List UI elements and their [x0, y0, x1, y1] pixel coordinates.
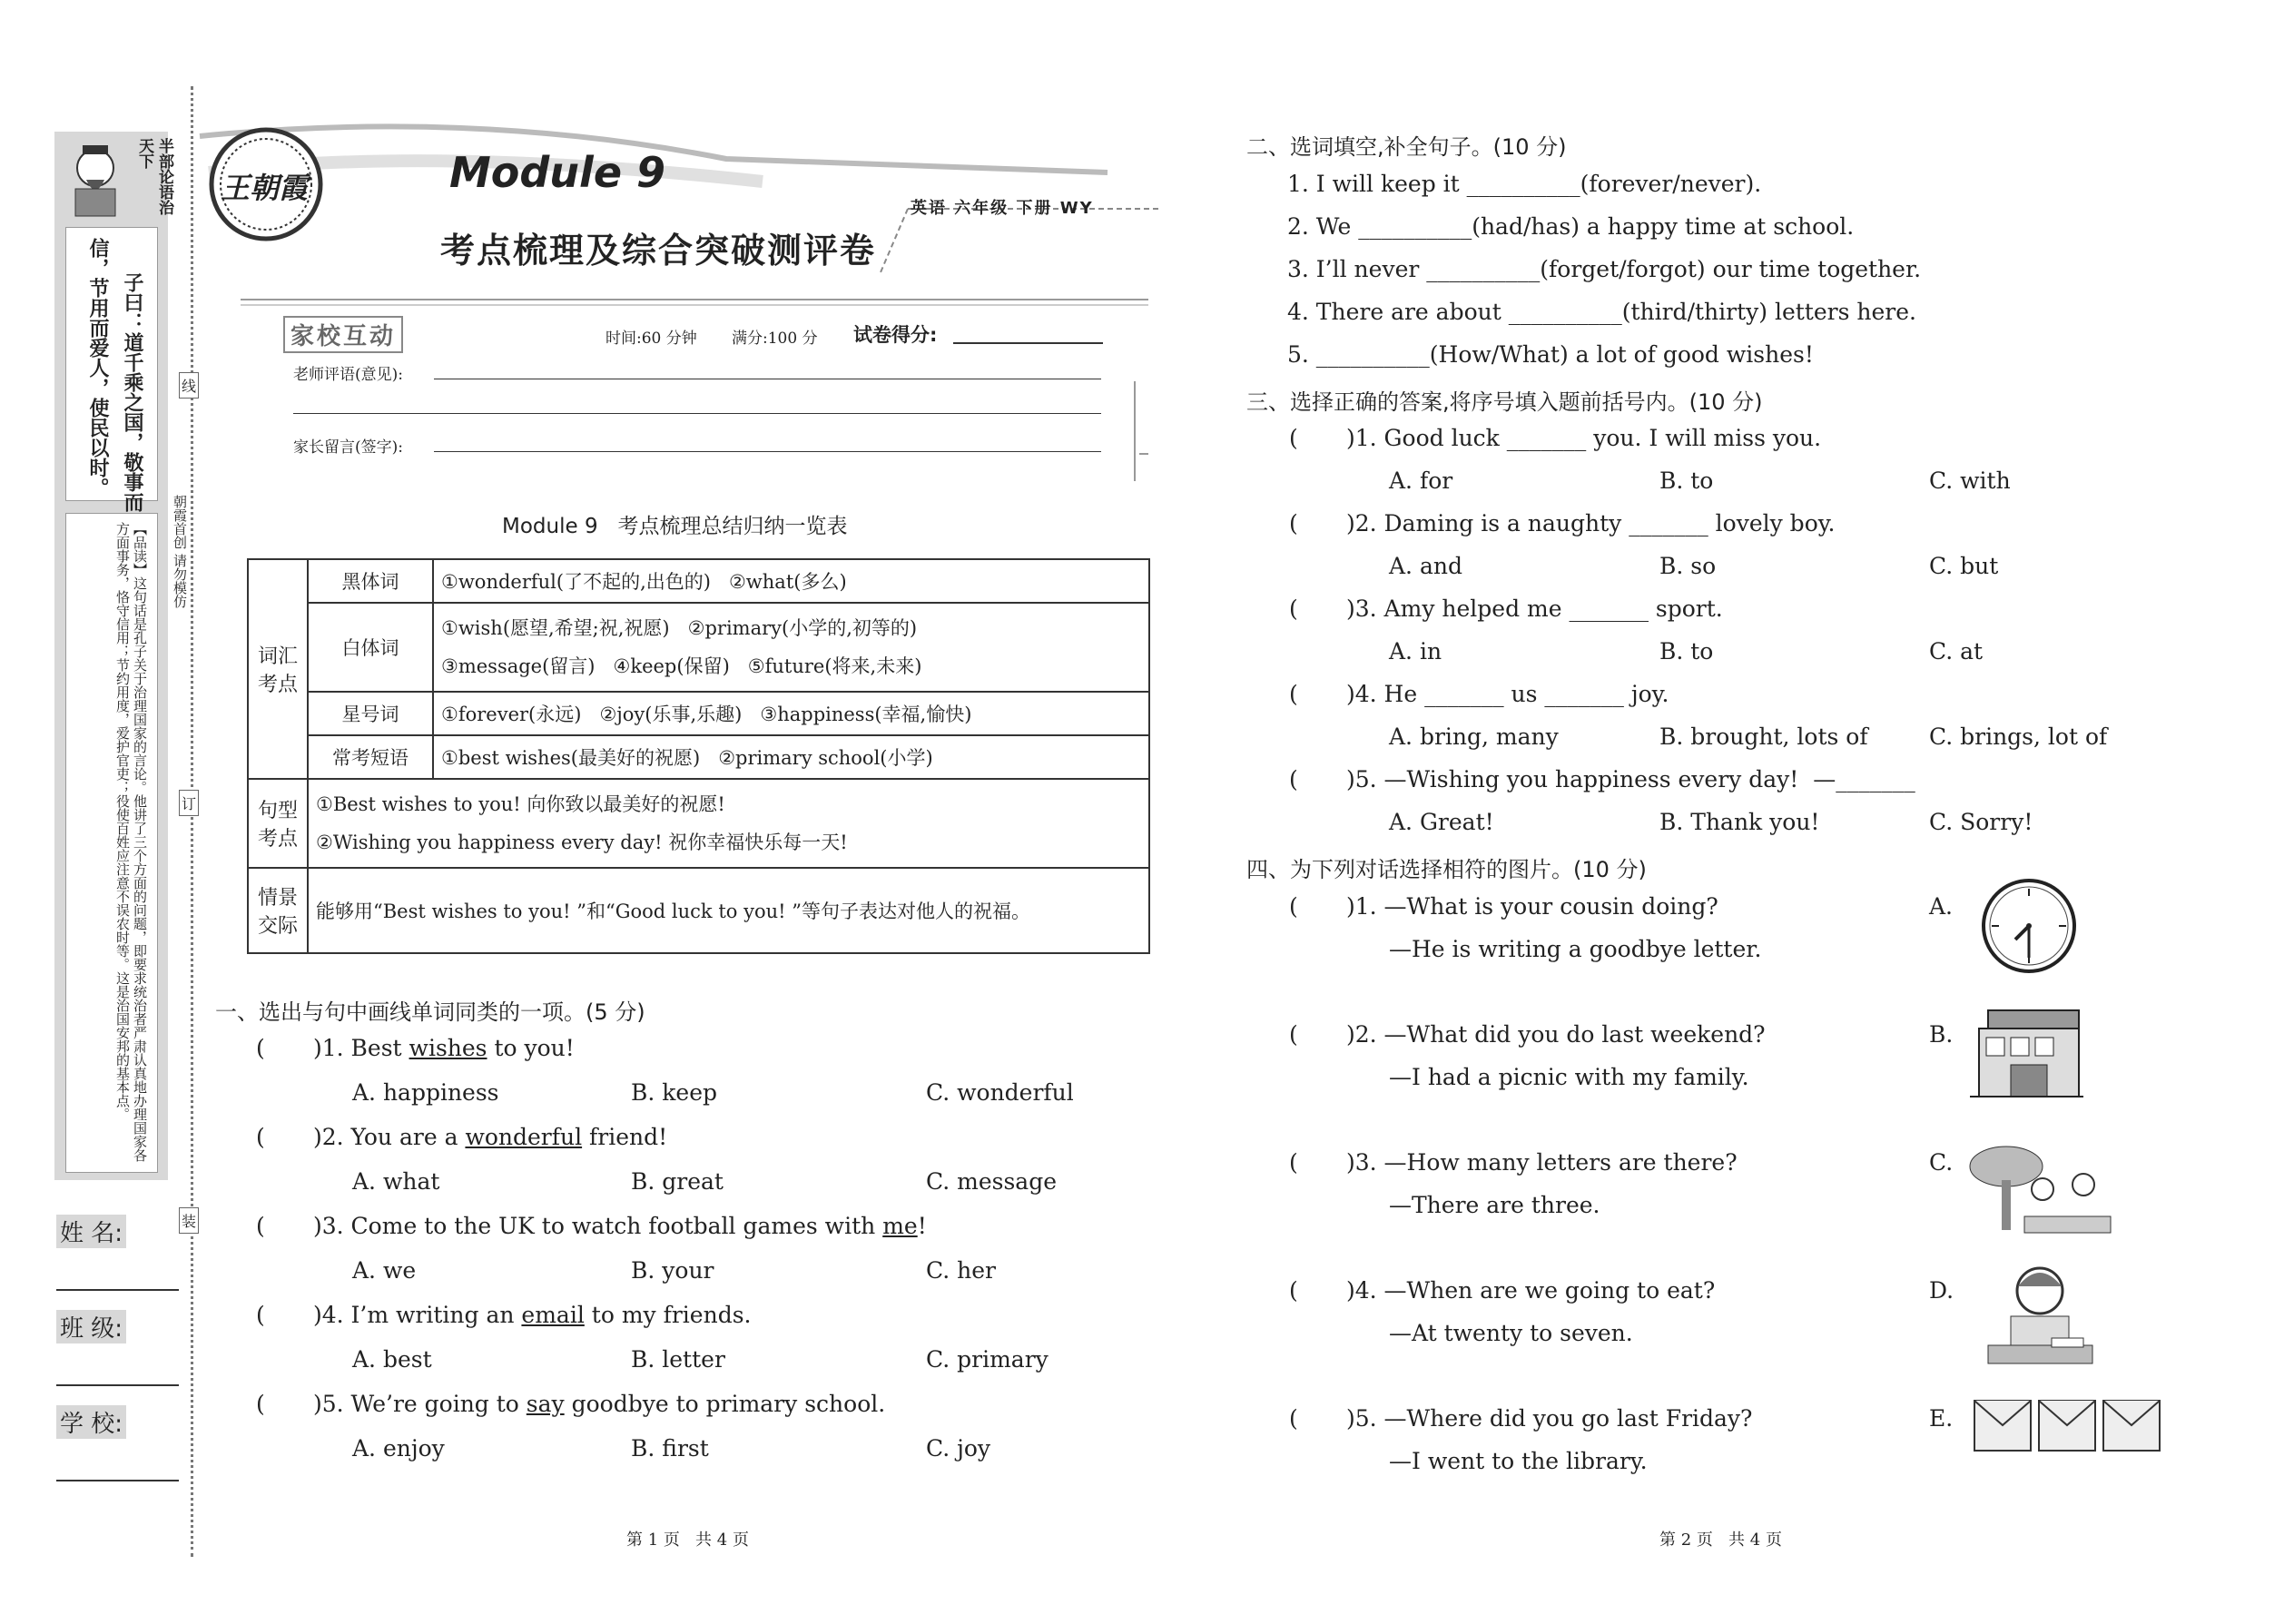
picture-option-label: E. [1929, 1405, 1954, 1432]
class-field[interactable] [56, 1384, 179, 1386]
option-b: B. brought, lots of [1659, 723, 1868, 750]
option-a: A. for [1389, 468, 1453, 494]
answer-bracket: ( [1289, 510, 1298, 536]
answer-bracket: ( [1289, 1405, 1298, 1432]
fill-blank-item[interactable]: 2. We __________(had/has) a happy time at school. [1287, 213, 1855, 240]
row-line: ③message(留言) ④keep(保留) ⑤future(将来,未来) [441, 655, 922, 677]
name-label: 姓 名: [56, 1215, 126, 1248]
answer-bracket: ( [256, 1213, 265, 1239]
answer-bracket: ( [256, 1035, 265, 1061]
sentence-label: 句型考点 [248, 779, 308, 868]
cut-line-char-1: 线 [179, 372, 199, 399]
answer-bracket: ( [256, 1302, 265, 1328]
answer-bracket: ( [1289, 681, 1298, 707]
question-post: goodbye to primary school. [564, 1391, 886, 1417]
answer-bracket: ( [1289, 893, 1298, 920]
parent-comment-label: 家长留言(签字): [293, 438, 403, 457]
subject-tag: 英语 六年级 下册 WY [911, 199, 1094, 218]
answer-bracket: ( [1289, 595, 1298, 622]
question-text: )2. Daming is a naughty _______ lovely boy. [1346, 510, 1836, 536]
copyright-note: 朝霞首创 请勿模仿 [172, 495, 188, 608]
cut-line-char-2: 订 [179, 790, 199, 816]
module-title: Module 9 [449, 148, 666, 197]
option-c: C. but [1929, 553, 1999, 579]
confucius-avatar [59, 136, 132, 218]
full-score: 满分:100 分 [732, 330, 818, 348]
answer-blank[interactable] [1307, 897, 1351, 922]
question-text [313, 1302, 751, 1328]
vocab-label: 词汇考点 [248, 559, 308, 779]
page-title: 考点梳理及综合突破测评卷 [440, 230, 877, 271]
footer-page-1: 第 1 页 共 4 页 [626, 1530, 749, 1550]
question-post: to my friends. [584, 1302, 752, 1328]
clock-picture [1979, 876, 2079, 976]
question-post: ! [917, 1213, 927, 1239]
answer-blank[interactable] [1307, 428, 1351, 454]
option-a: A. bring, many [1389, 723, 1559, 750]
option-b: B. to [1659, 638, 1714, 664]
dialog-answer: —I had a picnic with my family. [1389, 1064, 1749, 1090]
answer-blank[interactable] [1307, 1153, 1351, 1178]
option-a: A. we [352, 1257, 417, 1284]
answer-bracket: ( [1289, 425, 1298, 451]
option-b: B. your [631, 1257, 714, 1284]
option-c: C. Sorry! [1929, 809, 2033, 835]
dialog-question: )1. —What is your cousin doing? [1346, 893, 1718, 920]
question-pre: )4. I’m writing an [313, 1302, 522, 1328]
underlined-word: me [882, 1213, 918, 1239]
quote-col-1: 子曰：道千乘之国，敬事而 [121, 272, 143, 512]
summary-title: Module 9 考点梳理总结归纳一览表 [502, 515, 848, 538]
row-line: ①wish(愿望,希望;祝,祝愿) ②primary(小学的,初等的) [441, 617, 918, 639]
dialog-answer: —At twenty to seven. [1389, 1320, 1633, 1346]
row-content: ①wonderful(了不起的,出色的) ②what(多么) [433, 559, 1149, 603]
question-pre: )5. We’re going to [313, 1391, 527, 1417]
answer-blank[interactable] [1307, 684, 1351, 710]
quote-col-2: 信，节用而爱人，使民以时。 [86, 238, 109, 497]
answer-bracket: ( [256, 1391, 265, 1417]
row-content: ①forever(永远) ②joy(乐事,乐趣) ③happiness(幸福,愉快) [433, 692, 1149, 735]
option-b: B. keep [631, 1079, 718, 1106]
option-a: A. and [1389, 553, 1462, 579]
picture-option-label: A. [1929, 893, 1954, 920]
dialog-question: )4. —When are we going to eat? [1346, 1277, 1716, 1304]
sentence-content [308, 779, 1149, 868]
fill-blank-item[interactable]: 5. __________(How/What) a lot of good wishes! [1287, 341, 1814, 368]
question-text: )3. Amy helped me _______ sport. [1346, 595, 1723, 622]
answer-bracket: ( [1289, 1149, 1298, 1176]
option-c: C. wonderful [926, 1079, 1074, 1106]
teacher-comment-label: 老师评语(意见): [293, 366, 403, 384]
picnic-family-picture [1970, 1144, 2115, 1239]
dialog-answer: —I went to the library. [1389, 1448, 1648, 1474]
row-content [433, 603, 1149, 692]
answer-bracket: ( [1289, 1277, 1298, 1304]
question-pre: )1. Best [313, 1035, 409, 1061]
option-c: C. with [1929, 468, 2011, 494]
underlined-word: email [521, 1302, 585, 1328]
option-c: C. message [926, 1168, 1057, 1195]
footer-page-2: 第 2 页 共 4 页 [1659, 1530, 1782, 1550]
option-c: C. at [1929, 638, 1984, 664]
question-post: friend! [582, 1124, 668, 1150]
fill-blank-item[interactable]: 1. I will keep it __________(forever/never). [1287, 171, 1762, 197]
option-c: C. primary [926, 1346, 1049, 1373]
option-a: A. happiness [352, 1079, 499, 1106]
question-text [313, 1213, 927, 1239]
sidebar-ribbon: 半部论语治天下 [135, 138, 173, 215]
option-b: B. so [1659, 553, 1717, 579]
answer-blank[interactable] [272, 1038, 309, 1064]
question-text: )1. Good luck _______ you. I will miss you. [1346, 425, 1822, 451]
class-label: 班 级: [56, 1310, 126, 1343]
option-c: C. brings, lot of [1929, 723, 2108, 750]
school-field[interactable] [56, 1480, 179, 1481]
fill-blank-item[interactable]: 3. I’ll never __________(forget/forgot) our time together. [1287, 256, 1922, 282]
option-b: B. first [631, 1435, 709, 1462]
brand-logo-text: 王朝霞 [221, 171, 309, 205]
sentence-line: ②Wishing you happiness every day! 祝你幸福快乐每一天! [316, 832, 848, 853]
option-b: B. great [631, 1168, 724, 1195]
option-b: B. to [1659, 468, 1714, 494]
answer-blank[interactable] [272, 1305, 309, 1331]
dialog-answer: —He is writing a goodbye letter. [1389, 936, 1762, 962]
part2-title: 二、选词填空,补全句子。(10 分) [1246, 134, 1567, 160]
jiaxiao-label: 家校互动 [283, 316, 403, 353]
answer-blank[interactable] [272, 1127, 309, 1153]
option-a: A. enjoy [352, 1435, 445, 1462]
question-pre: )2. You are a [313, 1124, 466, 1150]
answer-bracket: ( [1289, 1021, 1298, 1048]
part1-title: 一、选出与句中画线单词同类的一项。(5 分) [215, 999, 645, 1025]
question-text [313, 1124, 667, 1150]
answer-blank[interactable] [1307, 770, 1351, 795]
row-label: 黑体词 [308, 559, 433, 603]
answer-blank[interactable] [1307, 599, 1351, 625]
school-label: 学 校: [56, 1405, 126, 1439]
cut-line-char-3: 装 [179, 1207, 199, 1234]
three-letters-picture [1973, 1396, 2163, 1455]
picture-option-label: D. [1929, 1277, 1954, 1304]
answer-blank[interactable] [272, 1216, 309, 1242]
question-text: )4. He _______ us _______ joy. [1346, 681, 1669, 707]
answer-bracket: ( [256, 1124, 265, 1150]
dialog-question: )5. —Where did you go last Friday? [1346, 1405, 1753, 1432]
picture-option-label: C. [1929, 1149, 1954, 1176]
option-a: A. Great! [1389, 809, 1494, 835]
question-text: )5. —Wishing you happiness every day! —_______ [1346, 766, 1915, 792]
question-text [313, 1391, 885, 1417]
option-c: C. her [926, 1257, 996, 1284]
option-a: A. what [352, 1168, 440, 1195]
underlined-word: wishes [409, 1035, 487, 1061]
parent-comment-line[interactable] [434, 451, 1101, 452]
picture-option-label: B. [1929, 1021, 1954, 1048]
score-label: 试卷得分: [853, 324, 938, 346]
dialog-answer: —There are three. [1389, 1192, 1600, 1218]
answer-blank[interactable] [1307, 1281, 1351, 1306]
option-c: C. joy [926, 1435, 991, 1462]
question-post: to you! [487, 1035, 575, 1061]
score-field[interactable] [953, 342, 1103, 344]
sentence-line: ①Best wishes to you! 向你致以最美好的祝愿! [316, 793, 725, 815]
underlined-word: wonderful [465, 1124, 583, 1150]
answer-blank[interactable] [1307, 514, 1351, 539]
name-field[interactable] [56, 1289, 179, 1291]
question-text [313, 1035, 575, 1061]
answer-blank[interactable] [1307, 1025, 1351, 1050]
answer-bracket: ( [1289, 766, 1298, 792]
row-label: 白体词 [308, 603, 433, 692]
answer-blank[interactable] [272, 1394, 309, 1420]
situation-label: 情景交际 [248, 868, 308, 953]
answer-blank[interactable] [1307, 1409, 1351, 1434]
row-label: 常考短语 [308, 735, 433, 779]
teacher-comment-line-2[interactable] [293, 413, 1101, 414]
row-content: ①best wishes(最美好的祝愿) ②primary school(小学) [433, 735, 1149, 779]
boy-writing-picture [1984, 1264, 2097, 1368]
library-building-picture [1970, 1006, 2083, 1106]
part4-title: 四、为下列对话选择相符的图片。(10 分) [1246, 857, 1647, 882]
pindu-text: 【品读】这句话是孔子关于治理国家的言论。他讲了三个方面的问题，即要求统治者严肃认真地办理国家各方面事务，恪守信用；节约用度，爱护官吏；役使百姓应注意不误农时等。这是治国安邦的基本点。 [114, 522, 148, 1162]
situation-content: 能够用“Best wishes to you! ”和“Good luck to you! ”等句子表达对他人的祝福。 [308, 868, 1149, 953]
row-label: 星号词 [308, 692, 433, 735]
cut-line [191, 86, 193, 1557]
fill-blank-item[interactable]: 4. There are about __________(third/thirty) letters here. [1287, 299, 1916, 325]
option-b: B. Thank you! [1659, 809, 1820, 835]
underlined-word: say [526, 1391, 565, 1417]
option-b: B. letter [631, 1346, 725, 1373]
option-a: A. in [1389, 638, 1442, 664]
dialog-question: )3. —How many letters are there? [1346, 1149, 1738, 1176]
time-limit: 时间:60 分钟 [605, 330, 697, 348]
summary-table [247, 558, 1150, 954]
part3-title: 三、选择正确的答案,将序号填入题前括号内。(10 分) [1246, 389, 1763, 415]
question-pre: )3. Come to the UK to watch football games with [313, 1213, 883, 1239]
dialog-question: )2. —What did you do last weekend? [1346, 1021, 1766, 1048]
option-a: A. best [352, 1346, 432, 1373]
